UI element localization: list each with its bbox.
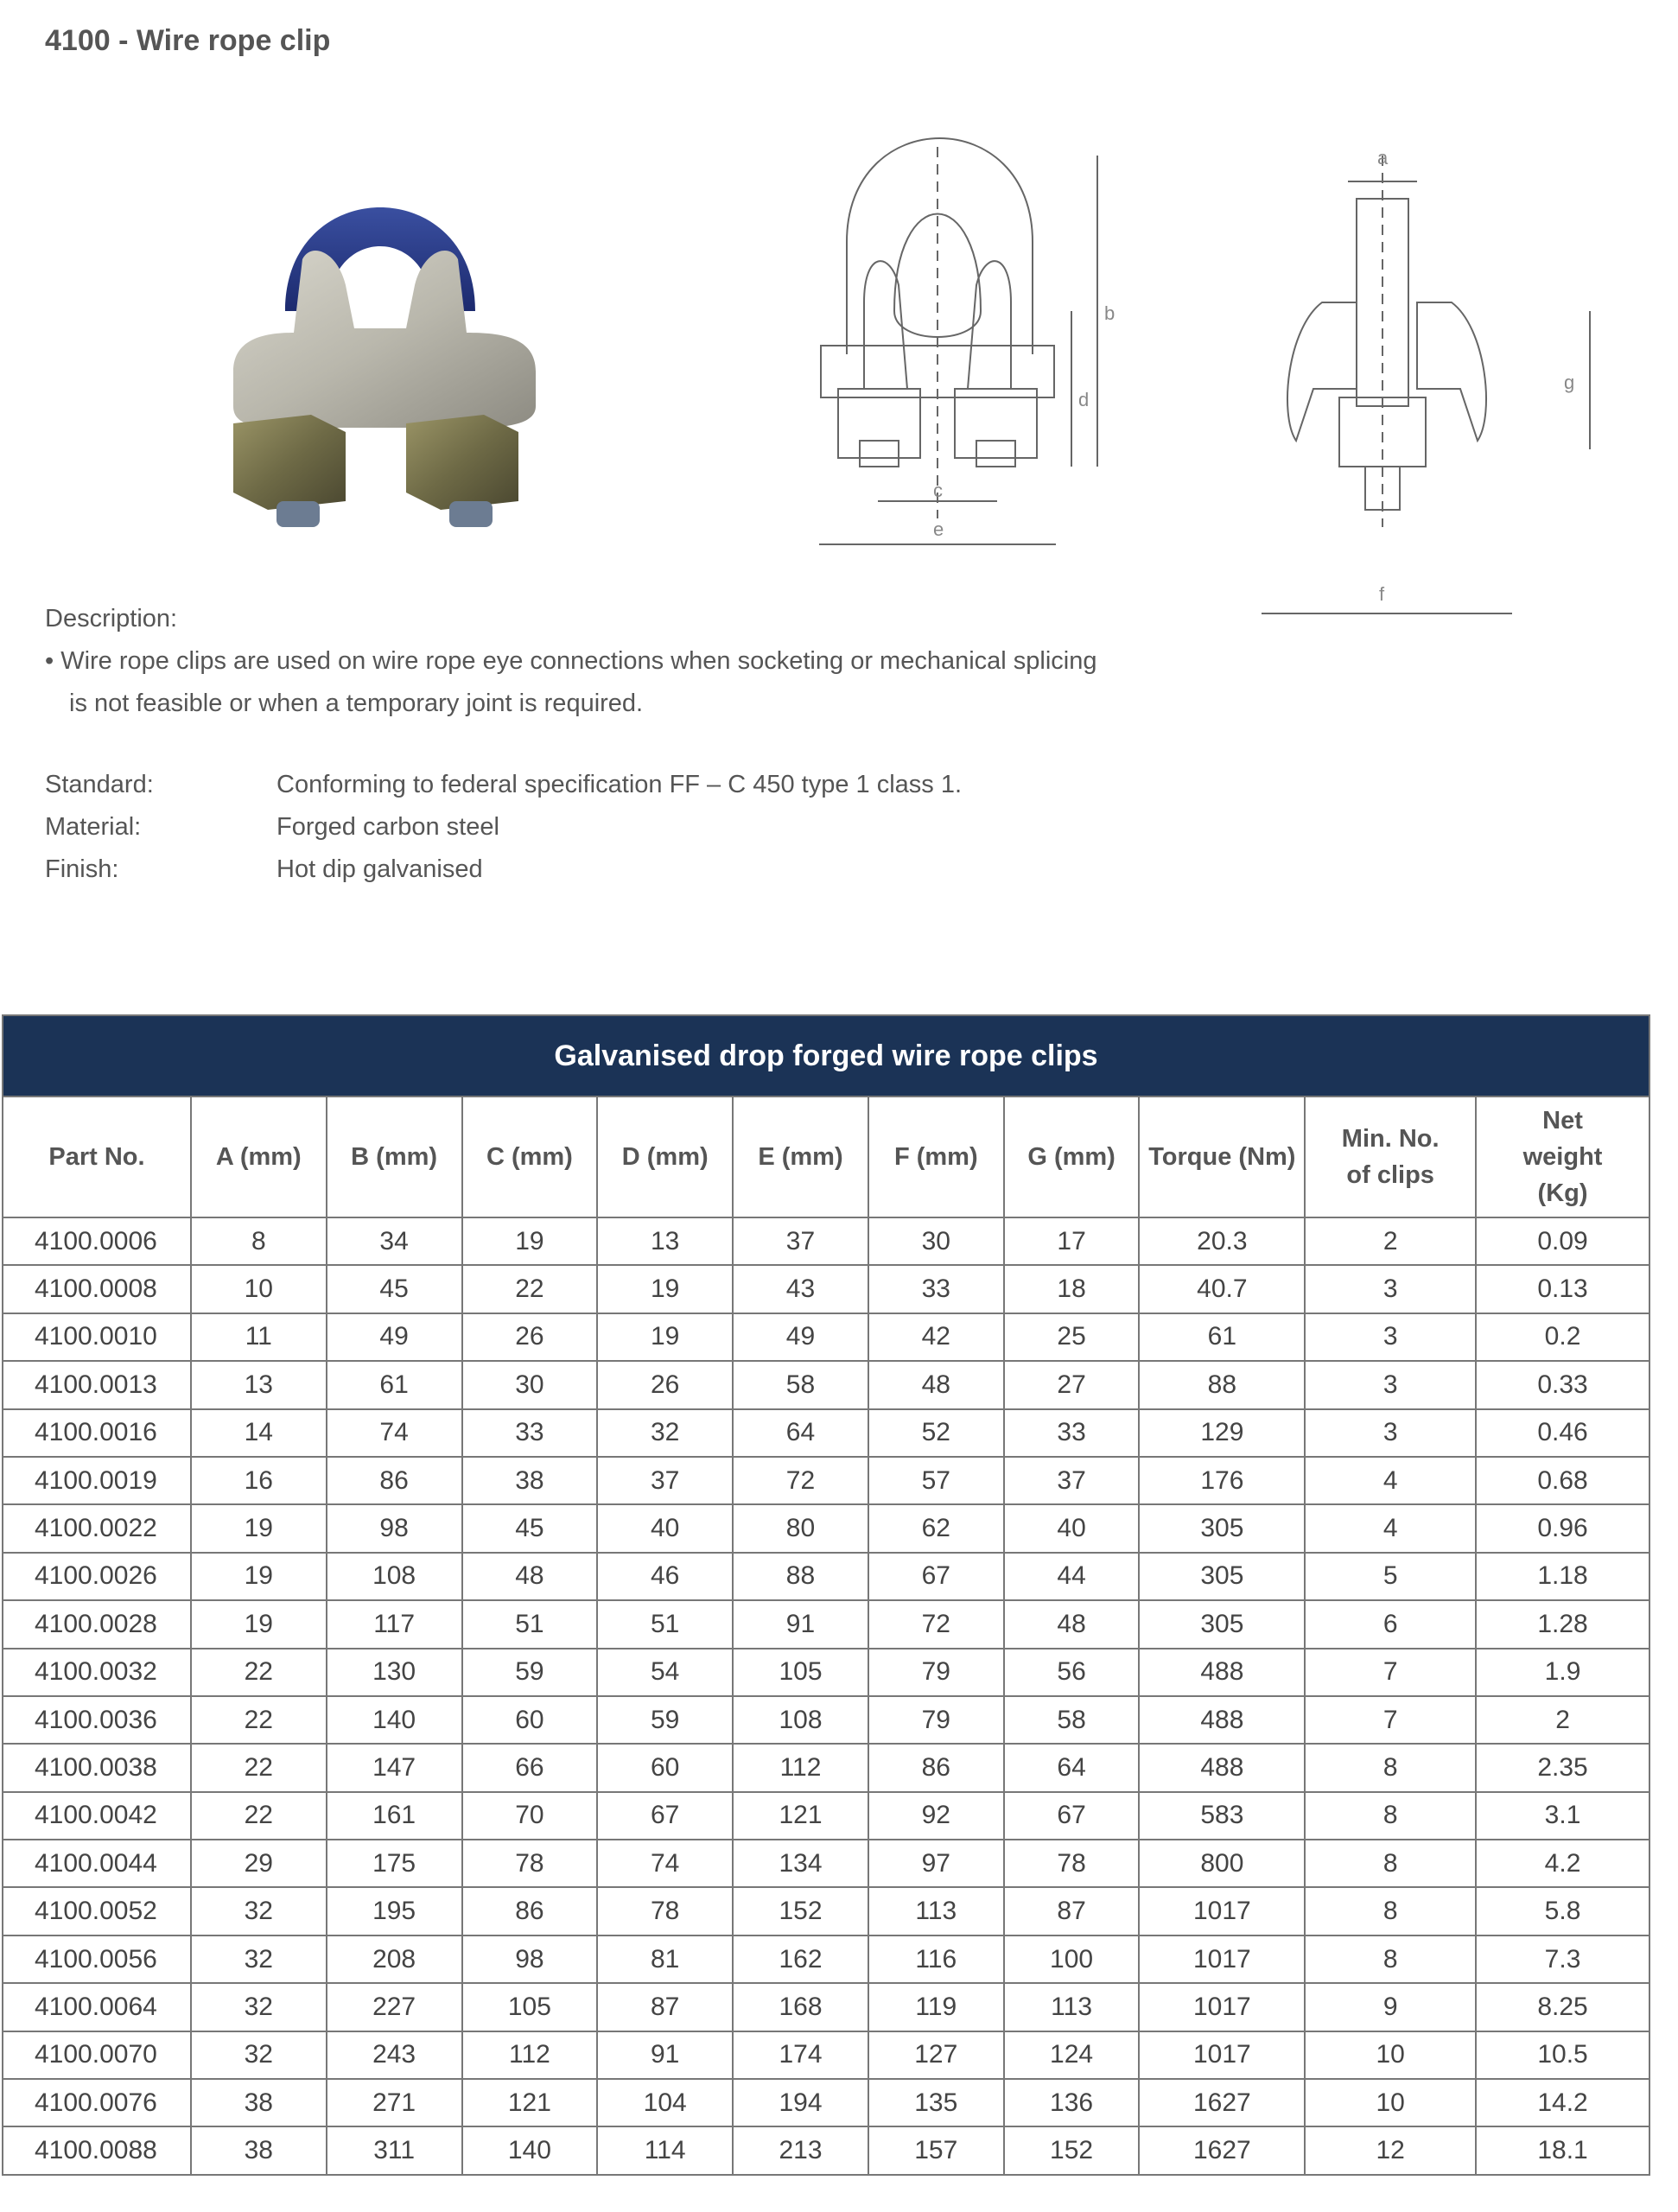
table-cell: 121: [733, 1792, 868, 1840]
table-row: [3, 2031, 1649, 2079]
table-cell: 0.96: [1476, 1504, 1649, 1552]
table-cell: 98: [327, 1504, 462, 1552]
table-cell: 4: [1305, 1504, 1476, 1552]
table-cell: 20.3: [1139, 1217, 1305, 1265]
table-cell: 4100.0036: [3, 1696, 191, 1744]
table-cell: 30: [462, 1361, 598, 1408]
table-cell: 311: [327, 2126, 462, 2174]
table-cell: 134: [733, 1840, 868, 1887]
table-cell: 4100.0016: [3, 1409, 191, 1457]
table-cell: 79: [868, 1696, 1004, 1744]
table-cell: 4100.0008: [3, 1265, 191, 1313]
column-header: C (mm): [462, 1096, 598, 1217]
table-cell: 33: [868, 1265, 1004, 1313]
table-cell: 3: [1305, 1313, 1476, 1361]
dim-label-g: g: [1564, 372, 1575, 393]
table-cell: 40: [597, 1504, 733, 1552]
table-cell: 86: [868, 1744, 1004, 1791]
table-cell: 32: [191, 1983, 327, 2031]
table-cell: 113: [1004, 1983, 1140, 2031]
table-cell: 227: [327, 1983, 462, 2031]
description-bullet: • Wire rope clips are used on wire rope eye connections when socketing or mechanical splicing is not feasible or when a temporary joint is required.: [45, 647, 1097, 717]
table-cell: 100: [1004, 1936, 1140, 1983]
table-cell: 3: [1305, 1409, 1476, 1457]
table-cell: 34: [327, 1217, 462, 1265]
table-cell: 130: [327, 1649, 462, 1696]
table-cell: 22: [191, 1792, 327, 1840]
table-row: [3, 1457, 1649, 1504]
table-cell: 162: [733, 1936, 868, 1983]
table-cell: 1627: [1139, 2126, 1305, 2174]
table-cell: 27: [1004, 1361, 1140, 1408]
table-cell: 127: [868, 2031, 1004, 2079]
table-cell: 174: [733, 2031, 868, 2079]
table-row: [3, 2126, 1649, 2174]
product-photo: [216, 164, 579, 544]
table-cell: 72: [868, 1600, 1004, 1648]
table-cell: 81: [597, 1936, 733, 1983]
table-cell: 43: [733, 1265, 868, 1313]
table-cell: 32: [191, 1936, 327, 1983]
table-cell: 45: [462, 1504, 598, 1552]
table-cell: 64: [733, 1409, 868, 1457]
table-cell: 26: [462, 1313, 598, 1361]
table-cell: 488: [1139, 1649, 1305, 1696]
table-cell: 49: [327, 1313, 462, 1361]
table-cell: 32: [191, 2031, 327, 2079]
table-cell: 8: [1305, 1840, 1476, 1887]
table-cell: 80: [733, 1504, 868, 1552]
table-cell: 3: [1305, 1265, 1476, 1313]
table-cell: 33: [1004, 1409, 1140, 1457]
table-cell: 488: [1139, 1696, 1305, 1744]
spec-label: Material:: [45, 813, 142, 841]
table-cell: 108: [733, 1696, 868, 1744]
table-row: [3, 1504, 1649, 1552]
column-header: E (mm): [733, 1096, 868, 1217]
spec-row-material: [45, 806, 962, 849]
table-cell: 40: [1004, 1504, 1140, 1552]
table-cell: 0.13: [1476, 1265, 1649, 1313]
table-cell: 112: [733, 1744, 868, 1791]
table-cell: 67: [1004, 1792, 1140, 1840]
spec-value: Forged carbon steel: [276, 813, 499, 841]
table-cell: 91: [597, 2031, 733, 2079]
table-cell: 213: [733, 2126, 868, 2174]
table-cell: 87: [597, 1983, 733, 2031]
table-cell: 6: [1305, 1600, 1476, 1648]
table-cell: 157: [868, 2126, 1004, 2174]
table-cell: 116: [868, 1936, 1004, 1983]
table-cell: 45: [327, 1265, 462, 1313]
table-cell: 79: [868, 1649, 1004, 1696]
table-cell: 0.46: [1476, 1409, 1649, 1457]
table-cell: 208: [327, 1936, 462, 1983]
side-view-diagram: [1262, 130, 1624, 631]
table-cell: 1.28: [1476, 1600, 1649, 1648]
table-cell: 59: [597, 1696, 733, 1744]
table-cell: 124: [1004, 2031, 1140, 2079]
table-cell: 14.2: [1476, 2079, 1649, 2126]
table-cell: 33: [462, 1409, 598, 1457]
column-header: Net weight (Kg): [1476, 1096, 1649, 1217]
table-cell: 105: [462, 1983, 598, 2031]
table-cell: 58: [733, 1361, 868, 1408]
table-cell: 8: [1305, 1887, 1476, 1935]
table-cell: 140: [327, 1696, 462, 1744]
table-cell: 54: [597, 1649, 733, 1696]
description: [45, 598, 1099, 725]
table-cell: 18.1: [1476, 2126, 1649, 2174]
table-cell: 30: [868, 1217, 1004, 1265]
table-cell: 64: [1004, 1744, 1140, 1791]
table-cell: 61: [327, 1361, 462, 1408]
table-cell: 19: [597, 1265, 733, 1313]
table-cell: 8.25: [1476, 1983, 1649, 2031]
table-cell: 105: [733, 1649, 868, 1696]
table-cell: 26: [597, 1361, 733, 1408]
dim-label-f: f: [1379, 583, 1385, 605]
table-cell: 56: [1004, 1649, 1140, 1696]
table-cell: 19: [191, 1600, 327, 1648]
table-cell: 10: [191, 1265, 327, 1313]
column-header: B (mm): [327, 1096, 462, 1217]
table-cell: 37: [733, 1217, 868, 1265]
table-row: [3, 1553, 1649, 1600]
table-body: [3, 1217, 1649, 2175]
table-cell: 78: [597, 1887, 733, 1935]
table-cell: 161: [327, 1792, 462, 1840]
table-cell: 87: [1004, 1887, 1140, 1935]
table-cell: 488: [1139, 1744, 1305, 1791]
table-cell: 176: [1139, 1457, 1305, 1504]
table-cell: 194: [733, 2079, 868, 2126]
table-cell: 1017: [1139, 1936, 1305, 1983]
table-cell: 8: [1305, 1792, 1476, 1840]
table-cell: 37: [1004, 1457, 1140, 1504]
table-cell: 3: [1305, 1361, 1476, 1408]
table-cell: 97: [868, 1840, 1004, 1887]
table-cell: 78: [462, 1840, 598, 1887]
table-cell: 121: [462, 2079, 598, 2126]
table-cell: 4100.0088: [3, 2126, 191, 2174]
table-cell: 14: [191, 1409, 327, 1457]
table-cell: 70: [462, 1792, 598, 1840]
table-row: [3, 1792, 1649, 1840]
table-cell: 11: [191, 1313, 327, 1361]
table-cell: 129: [1139, 1409, 1305, 1457]
table-cell: 152: [733, 1887, 868, 1935]
table-cell: 19: [191, 1553, 327, 1600]
table-cell: 16: [191, 1457, 327, 1504]
table-cell: 88: [1139, 1361, 1305, 1408]
dim-label-e: e: [933, 518, 944, 540]
table-cell: 12: [1305, 2126, 1476, 2174]
table-cell: 22: [191, 1649, 327, 1696]
table-title: Galvanised drop forged wire rope clips: [3, 1015, 1649, 1096]
table-row: [3, 1649, 1649, 1696]
table-cell: 152: [1004, 2126, 1140, 2174]
table-row: [3, 1265, 1649, 1313]
table-cell: 22: [462, 1265, 598, 1313]
specification-table: [2, 1014, 1650, 2176]
table-cell: 13: [597, 1217, 733, 1265]
table-row: [3, 1983, 1649, 2031]
table-cell: 10: [1305, 2031, 1476, 2079]
table-cell: 25: [1004, 1313, 1140, 1361]
table-cell: 4100.0070: [3, 2031, 191, 2079]
table-cell: 38: [462, 1457, 598, 1504]
table-cell: 74: [327, 1409, 462, 1457]
table-cell: 18: [1004, 1265, 1140, 1313]
spec-row-standard: [45, 764, 962, 806]
table-cell: 1.9: [1476, 1649, 1649, 1696]
table-cell: 62: [868, 1504, 1004, 1552]
table-cell: 104: [597, 2079, 733, 2126]
table-cell: 305: [1139, 1553, 1305, 1600]
table-cell: 4100.0022: [3, 1504, 191, 1552]
table-cell: 0.68: [1476, 1457, 1649, 1504]
column-header: Part No.: [3, 1096, 191, 1217]
table-row: [3, 1600, 1649, 1648]
table-cell: 136: [1004, 2079, 1140, 2126]
table-cell: 305: [1139, 1504, 1305, 1552]
table-cell: 108: [327, 1553, 462, 1600]
table-row: [3, 1217, 1649, 1265]
spec-label: Standard:: [45, 771, 154, 798]
table-cell: 61: [1139, 1313, 1305, 1361]
table-row: [3, 1313, 1649, 1361]
table-cell: 1017: [1139, 1983, 1305, 2031]
table-cell: 37: [597, 1457, 733, 1504]
table-cell: 4.2: [1476, 1840, 1649, 1887]
table-cell: 3.1: [1476, 1792, 1649, 1840]
table-cell: 86: [327, 1457, 462, 1504]
table-cell: 57: [868, 1457, 1004, 1504]
table-cell: 74: [597, 1840, 733, 1887]
table-cell: 9: [1305, 1983, 1476, 2031]
table-cell: 0.09: [1476, 1217, 1649, 1265]
table-cell: 5: [1305, 1553, 1476, 1600]
table-cell: 22: [191, 1696, 327, 1744]
table-row: [3, 1840, 1649, 1887]
table-cell: 4: [1305, 1457, 1476, 1504]
table-cell: 40.7: [1139, 1265, 1305, 1313]
table-cell: 59: [462, 1649, 598, 1696]
table-cell: 67: [868, 1553, 1004, 1600]
table-cell: 4100.0056: [3, 1936, 191, 1983]
table-cell: 4100.0013: [3, 1361, 191, 1408]
table-cell: 4100.0010: [3, 1313, 191, 1361]
page-title: 4100 - Wire rope clip: [45, 24, 331, 57]
table-cell: 1627: [1139, 2079, 1305, 2126]
table-cell: 51: [597, 1600, 733, 1648]
column-header: Torque (Nm): [1139, 1096, 1305, 1217]
table-cell: 38: [191, 2126, 327, 2174]
table-cell: 98: [462, 1936, 598, 1983]
table-cell: 48: [1004, 1600, 1140, 1648]
column-header: A (mm): [191, 1096, 327, 1217]
dim-label-c: c: [933, 480, 943, 501]
table-row: [3, 1696, 1649, 1744]
table-cell: 1017: [1139, 1887, 1305, 1935]
column-header: F (mm): [868, 1096, 1004, 1217]
table-cell: 67: [597, 1792, 733, 1840]
table-cell: 175: [327, 1840, 462, 1887]
table-cell: 49: [733, 1313, 868, 1361]
table-cell: 4100.0052: [3, 1887, 191, 1935]
table-cell: 66: [462, 1744, 598, 1791]
table-row: [3, 1409, 1649, 1457]
table-cell: 60: [597, 1744, 733, 1791]
table-cell: 51: [462, 1600, 598, 1648]
table-cell: 42: [868, 1313, 1004, 1361]
table-cell: 19: [597, 1313, 733, 1361]
table-cell: 114: [597, 2126, 733, 2174]
table-row: [3, 1936, 1649, 1983]
table-cell: 4100.0028: [3, 1600, 191, 1648]
table-cell: 271: [327, 2079, 462, 2126]
table-cell: 48: [462, 1553, 598, 1600]
column-header: D (mm): [597, 1096, 733, 1217]
table-cell: 1.18: [1476, 1553, 1649, 1600]
table-cell: 48: [868, 1361, 1004, 1408]
spec-label: Finish:: [45, 855, 119, 883]
table-cell: 58: [1004, 1696, 1140, 1744]
table-cell: 19: [462, 1217, 598, 1265]
table-cell: 19: [191, 1504, 327, 1552]
table-cell: 4100.0042: [3, 1792, 191, 1840]
table-cell: 119: [868, 1983, 1004, 2031]
table-row: [3, 1887, 1649, 1935]
table-cell: 5.8: [1476, 1887, 1649, 1935]
table-cell: 52: [868, 1409, 1004, 1457]
table-cell: 4100.0026: [3, 1553, 191, 1600]
table-cell: 4100.0019: [3, 1457, 191, 1504]
table-cell: 140: [462, 2126, 598, 2174]
table-header-row: [3, 1096, 1649, 1217]
front-view-diagram: [812, 130, 1175, 570]
dim-label-b: b: [1104, 302, 1115, 324]
table-cell: 88: [733, 1553, 868, 1600]
table-cell: 113: [868, 1887, 1004, 1935]
table-cell: 10: [1305, 2079, 1476, 2126]
table-cell: 29: [191, 1840, 327, 1887]
spec-value: Conforming to federal specification FF – C 450 type 1 class 1.: [276, 771, 963, 798]
table-cell: 7.3: [1476, 1936, 1649, 1983]
specifications: [45, 764, 962, 891]
table-cell: 800: [1139, 1840, 1305, 1887]
table-cell: 2: [1305, 1217, 1476, 1265]
table-cell: 13: [191, 1361, 327, 1408]
table-cell: 195: [327, 1887, 462, 1935]
table-cell: 243: [327, 2031, 462, 2079]
table-cell: 91: [733, 1600, 868, 1648]
spec-row-finish: [45, 849, 962, 891]
table-cell: 4100.0044: [3, 1840, 191, 1887]
table-cell: 4100.0076: [3, 2079, 191, 2126]
table-cell: 72: [733, 1457, 868, 1504]
description-heading: Description:: [45, 605, 178, 632]
table-cell: 0.2: [1476, 1313, 1649, 1361]
table-cell: 4100.0032: [3, 1649, 191, 1696]
table-cell: 32: [597, 1409, 733, 1457]
spec-value: Hot dip galvanised: [276, 855, 483, 883]
table-cell: 583: [1139, 1792, 1305, 1840]
table-cell: 60: [462, 1696, 598, 1744]
table-cell: 112: [462, 2031, 598, 2079]
table-cell: 8: [191, 1217, 327, 1265]
column-header: G (mm): [1004, 1096, 1140, 1217]
dim-label-a: a: [1377, 147, 1389, 168]
table-cell: 7: [1305, 1649, 1476, 1696]
table-cell: 305: [1139, 1600, 1305, 1648]
table-cell: 2: [1476, 1696, 1649, 1744]
table-cell: 4100.0064: [3, 1983, 191, 2031]
table-cell: 117: [327, 1600, 462, 1648]
table-cell: 135: [868, 2079, 1004, 2126]
table-cell: 92: [868, 1792, 1004, 1840]
table-cell: 86: [462, 1887, 598, 1935]
table-cell: 17: [1004, 1217, 1140, 1265]
table-cell: 1017: [1139, 2031, 1305, 2079]
table-cell: 147: [327, 1744, 462, 1791]
table-cell: 7: [1305, 1696, 1476, 1744]
table-cell: 0.33: [1476, 1361, 1649, 1408]
table-cell: 22: [191, 1744, 327, 1791]
table-cell: 8: [1305, 1744, 1476, 1791]
table-cell: 44: [1004, 1553, 1140, 1600]
table-cell: 168: [733, 1983, 868, 2031]
table-cell: 38: [191, 2079, 327, 2126]
table-cell: 2.35: [1476, 1744, 1649, 1791]
table-row: [3, 1361, 1649, 1408]
table-cell: 78: [1004, 1840, 1140, 1887]
table-cell: 32: [191, 1887, 327, 1935]
table-row: [3, 2079, 1649, 2126]
table-row: [3, 1744, 1649, 1791]
table-cell: 10.5: [1476, 2031, 1649, 2079]
dim-label-d: d: [1078, 389, 1090, 410]
table-cell: 4100.0006: [3, 1217, 191, 1265]
table-cell: 8: [1305, 1936, 1476, 1983]
table-cell: 46: [597, 1553, 733, 1600]
table-cell: 4100.0038: [3, 1744, 191, 1791]
column-header: Min. No. of clips: [1305, 1096, 1476, 1217]
